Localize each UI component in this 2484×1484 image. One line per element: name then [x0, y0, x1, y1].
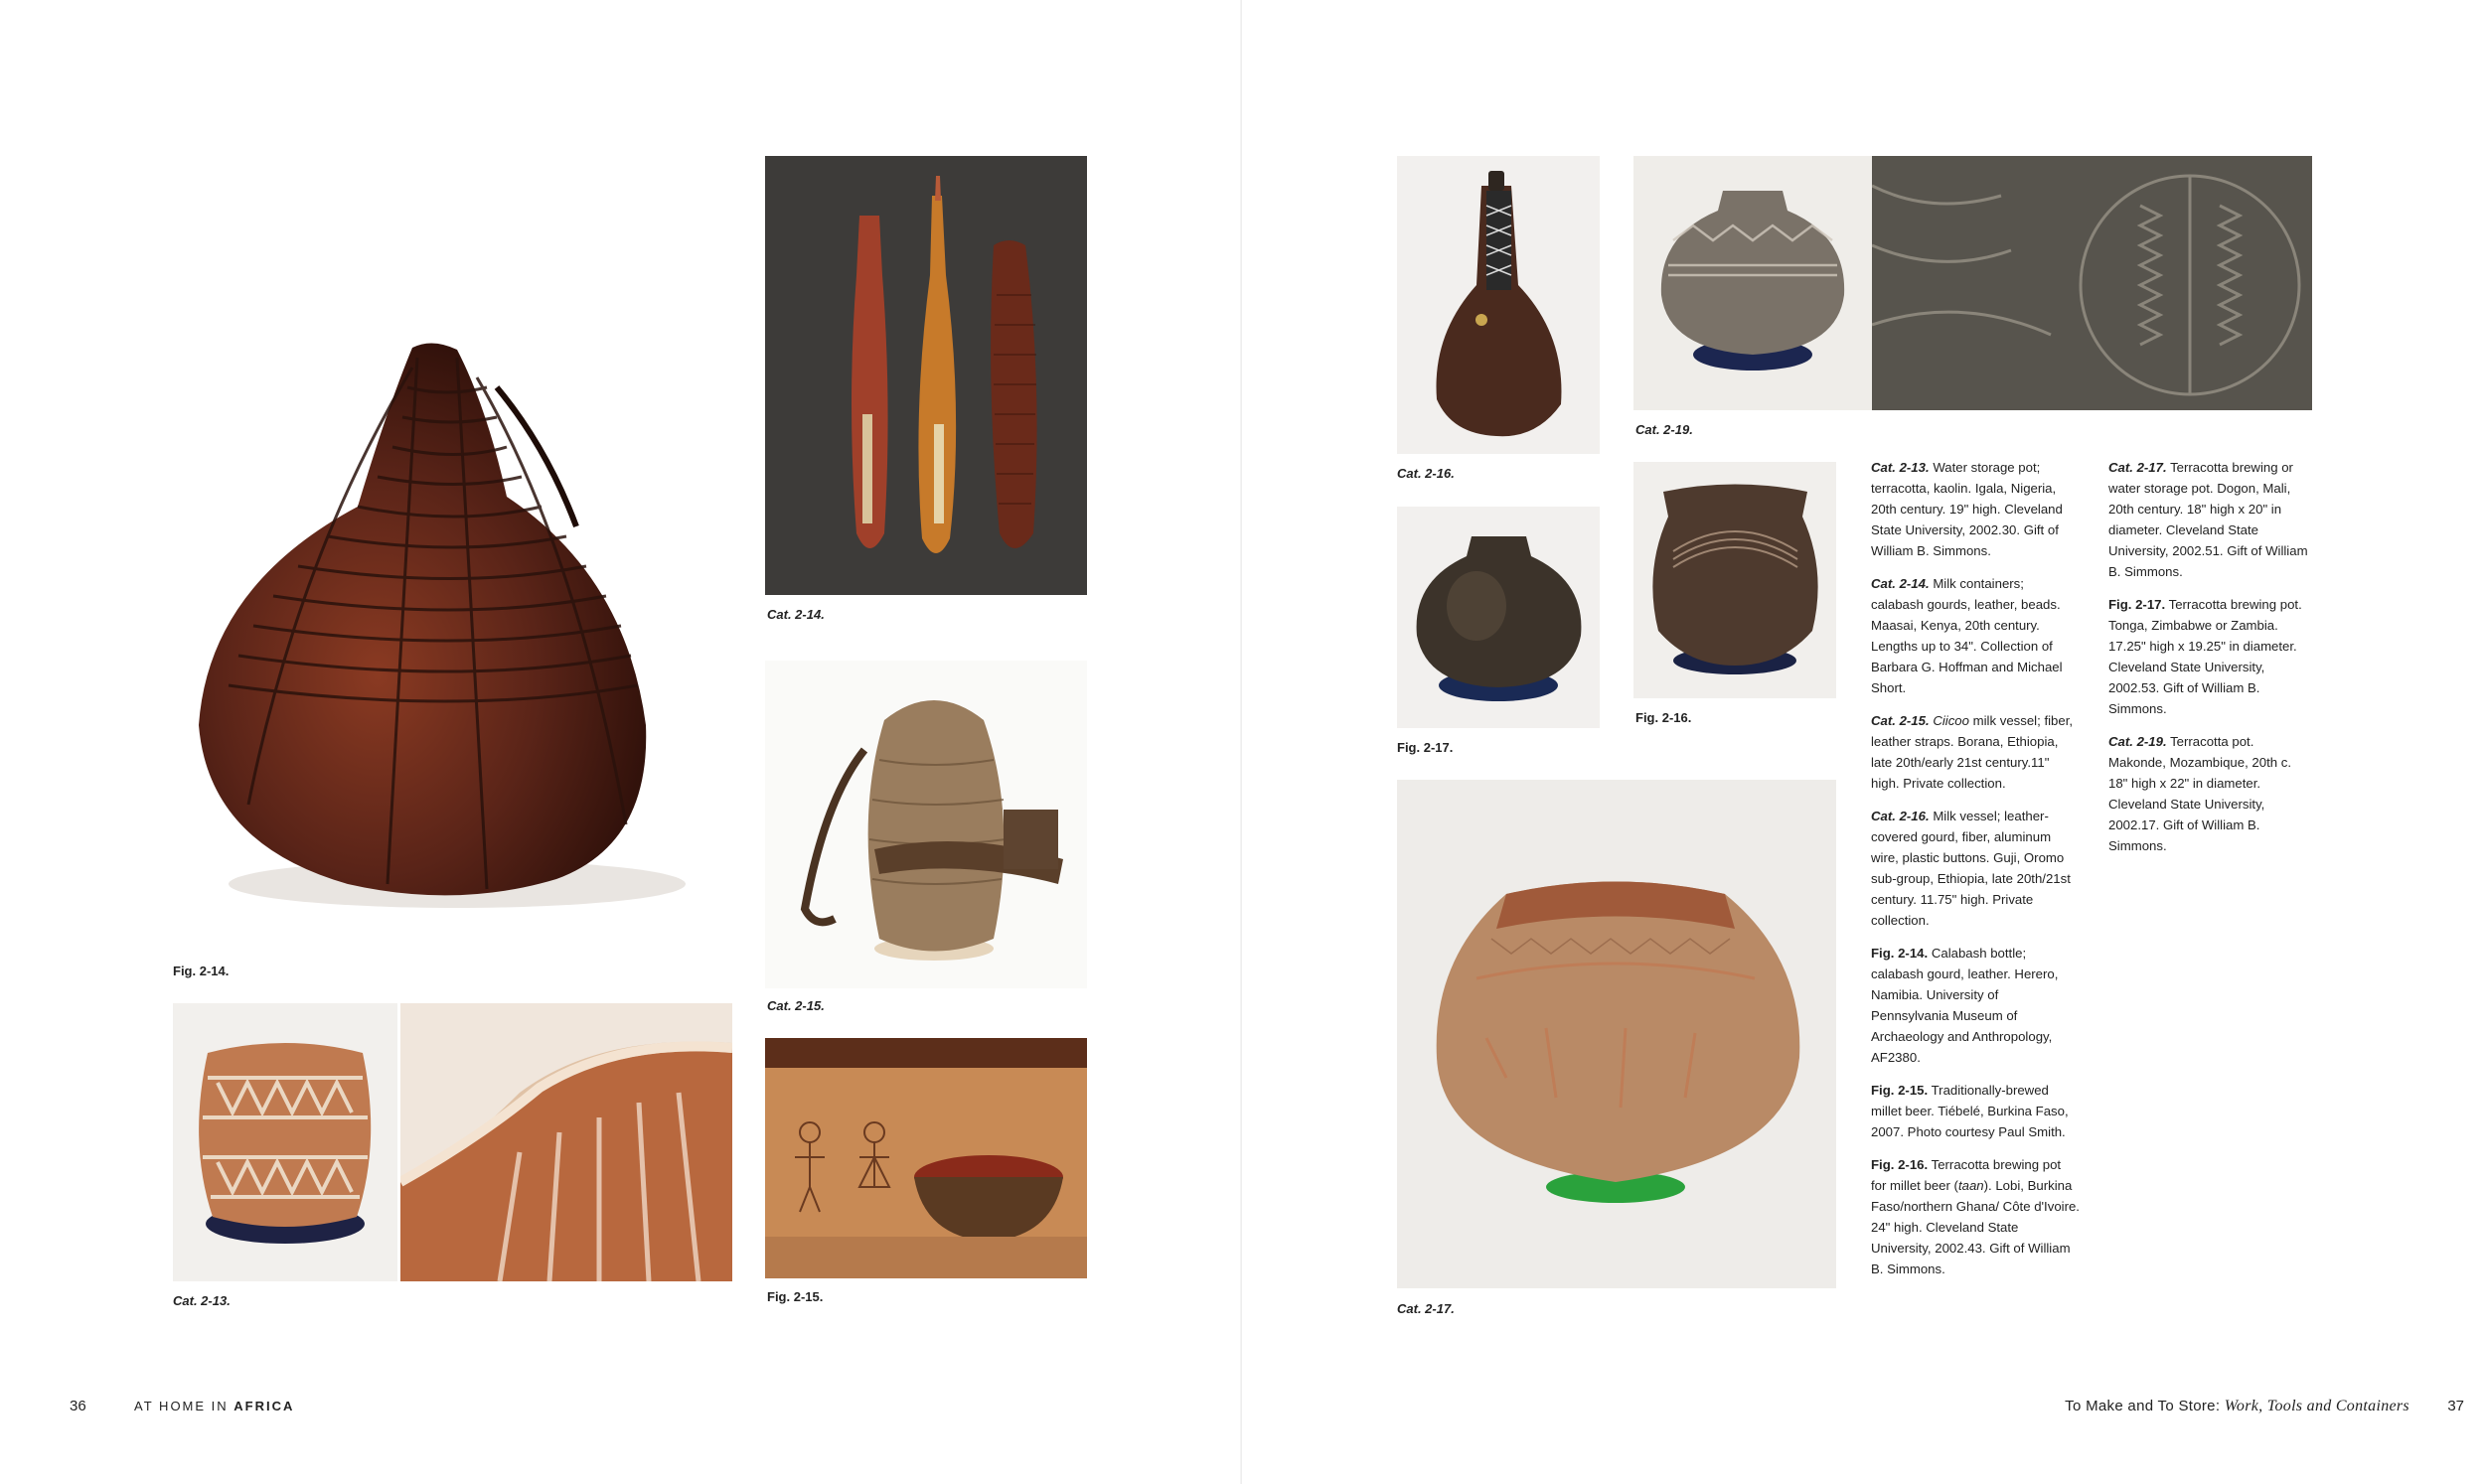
running-head-chapter: To Make and To Store: Work, Tools and Containers	[2065, 1398, 2409, 1414]
entry-fig-2-16: Fig. 2-16. Terracotta brewing pot for millet beer (taan). Lobi, Burkina Faso/northern Ghana/ Côte d'Ivoire. 24" high. Cleveland State University, 2002.43. Gift of William B. Simmons.	[1871, 1157, 2080, 1276]
ciicoo-vessel-photo	[765, 661, 1087, 988]
catalogue-entries-column-1	[1871, 457, 2080, 1291]
caption-fig-2-15: Fig. 2-15.	[767, 1289, 824, 1304]
caption-fig-2-14: Fig. 2-14.	[173, 964, 230, 978]
right-page-number: 37	[2447, 1398, 2464, 1414]
caption-cat-2-17: Cat. 2-17.	[1397, 1301, 1455, 1316]
entry-fig-2-17: Fig. 2-17. Terracotta brewing pot. Tonga, Zimbabwe or Zambia. 17.25" high x 19.25" in diameter. Cleveland State University, 2002.53. Gift of William B. Simmons.	[2108, 597, 2302, 716]
entry-cat-2-15: Cat. 2-15. Ciicoo milk vessel; fiber, leather straps. Borana, Ethiopia, late 20th/early 21st century.11" high. Private collection.	[1871, 713, 2074, 791]
tonga-pot-photo	[1397, 507, 1600, 728]
left-page-number: 36	[70, 1398, 86, 1414]
dogon-pot-photo	[1397, 780, 1836, 1288]
makonde-pot-photo	[1633, 156, 1872, 410]
caption-cat-2-14: Cat. 2-14.	[767, 607, 825, 622]
left-footer	[70, 1398, 294, 1414]
right-footer	[2065, 1398, 2464, 1415]
caption-cat-2-13: Cat. 2-13.	[173, 1293, 231, 1308]
lobi-pot-photo	[1633, 462, 1836, 698]
entry-cat-2-16: Cat. 2-16. Milk vessel; leather-covered gourd, fiber, aluminum wire, plastic buttons. Guji, Oromo sub-group, Ethiopia, late 20th/21st century. 11.75" high. Private collection.	[1871, 809, 2071, 928]
running-head-book: AT HOME IN AFRICA	[134, 1399, 295, 1413]
entry-fig-2-15: Fig. 2-15. Traditionally-brewed millet beer. Tiébelé, Burkina Faso, 2007. Photo courtesy Paul Smith.	[1871, 1083, 2069, 1139]
caption-fig-2-16: Fig. 2-16.	[1635, 710, 1692, 725]
caption-cat-2-15: Cat. 2-15.	[767, 998, 825, 1013]
water-storage-pot-detail-photo	[400, 1003, 732, 1281]
milk-vessel-photo	[1397, 156, 1600, 454]
catalogue-entries-column-2	[2108, 457, 2312, 868]
makonde-pot-detail-photo	[1872, 156, 2312, 410]
entry-fig-2-14: Fig. 2-14. Calabash bottle; calabash gourd, leather. Herero, Namibia. University of Pennsylvania Museum of Archaeology and Anthropology, AF2380.	[1871, 946, 2059, 1065]
calabash-bottle-photo	[159, 328, 735, 954]
millet-beer-photo	[765, 1038, 1087, 1278]
entry-cat-2-19: Cat. 2-19. Terracotta pot. Makonde, Mozambique, 20th c. 18" high x 22" in diameter. Cleveland State University, 2002.17. Gift of William B. Simmons.	[2108, 734, 2291, 853]
right-page	[1242, 0, 2484, 1484]
entry-cat-2-17: Cat. 2-17. Terracotta brewing or water storage pot. Dogon, Mali, 20th century. 18" high x 20" in diameter. Cleveland State University, 2002.51. Gift of William B. Simmons.	[2108, 460, 2308, 579]
entry-cat-2-13: Cat. 2-13. Water storage pot; terracotta, kaolin. Igala, Nigeria, 20th century. 19" high. Cleveland State University, 2002.30. Gift of William B. Simmons.	[1871, 460, 2063, 558]
caption-cat-2-19: Cat. 2-19.	[1635, 422, 1693, 437]
caption-cat-2-16: Cat. 2-16.	[1397, 466, 1455, 481]
water-storage-pot-photo	[173, 1003, 397, 1281]
milk-containers-photo	[765, 156, 1087, 595]
entry-cat-2-14: Cat. 2-14. Milk containers; calabash gourds, leather, beads. Maasai, Kenya, 20th century. Lengths up to 34". Collection of Barbara G. Hoffman and Michael Short.	[1871, 576, 2063, 695]
caption-fig-2-17: Fig. 2-17.	[1397, 740, 1454, 755]
